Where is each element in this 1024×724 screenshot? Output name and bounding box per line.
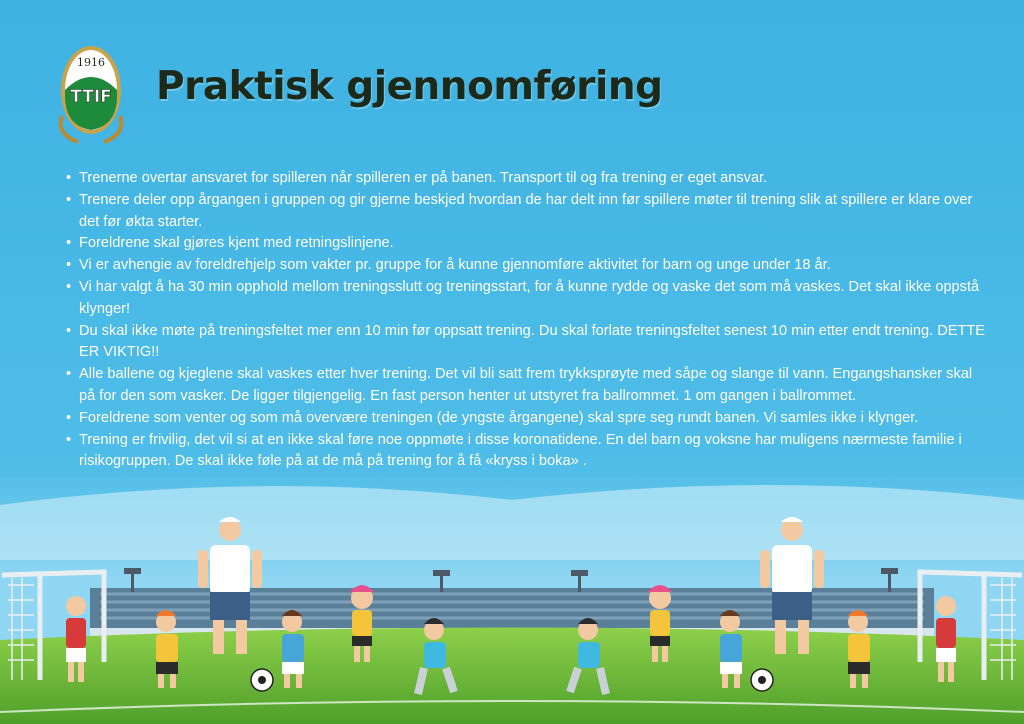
guideline-item: • Vi er avhengie av foreldrehjelp som vakter pr. gruppe for å kunne gjennomføre aktivitet for barn og unge under 18 år. [66,255,986,277]
guideline-item: • Du skal ikke møte på treningsfeltet mer enn 10 min før oppsatt trening. Du skal forlate treningsfeltet senest 10 min etter endt trening. DETTE ER VIKTIG!! [66,321,986,365]
guideline-item: • Foreldrene som venter og som må overvære treningen (de yngste årgangene) skal spre seg rundt banen. Vi samles ikke i klynger. [66,408,986,430]
guideline-item: • Vi har valgt å ha 30 min opphold mellom treningsslutt og treningsstart, for å kunne rydde og vaske det som må vaskes. Det skal ikke oppstå klynger! [66,277,986,321]
guideline-list [66,168,986,473]
page-title: Praktisk gjennomføring [156,64,663,109]
guideline-item: • Alle ballene og kjeglene skal vaskes etter hver trening. Det vil bli satt frem trykksprøyte med såpe og slange til vann. Engangshansker skal på for den som vasker. De ligger tilgjengelig. En fast person henter ut utstyret fra ballrommet. 1 om gangen i ballrommet. [66,364,986,408]
guideline-item: • Trenere deler opp årgangen i gruppen og gir gjerne beskjed hvordan de har delt inn før spillere møter til trening slik at spillere er klare over det før økta starter. [66,190,986,234]
logo-year: 1916 [77,56,105,69]
logo-text: TTIF [70,87,112,107]
guideline-item: • Foreldrene skal gjøres kjent med retningslinjene. [66,233,986,255]
guideline-item: • Trenerne overtar ansvaret for spilleren når spilleren er på banen. Transport til og fra trening er eget ansvar. [66,168,986,190]
club-logo [52,36,130,146]
guideline-item: • Trening er frivilig, det vil si at en ikke skal føre noe oppmøte i disse koronatidene. En del barn og voksne har muligens nærmeste familie i risikogruppen. De skal ikke føle på at de må på trening for å få «kryss i boka» . [66,430,986,474]
